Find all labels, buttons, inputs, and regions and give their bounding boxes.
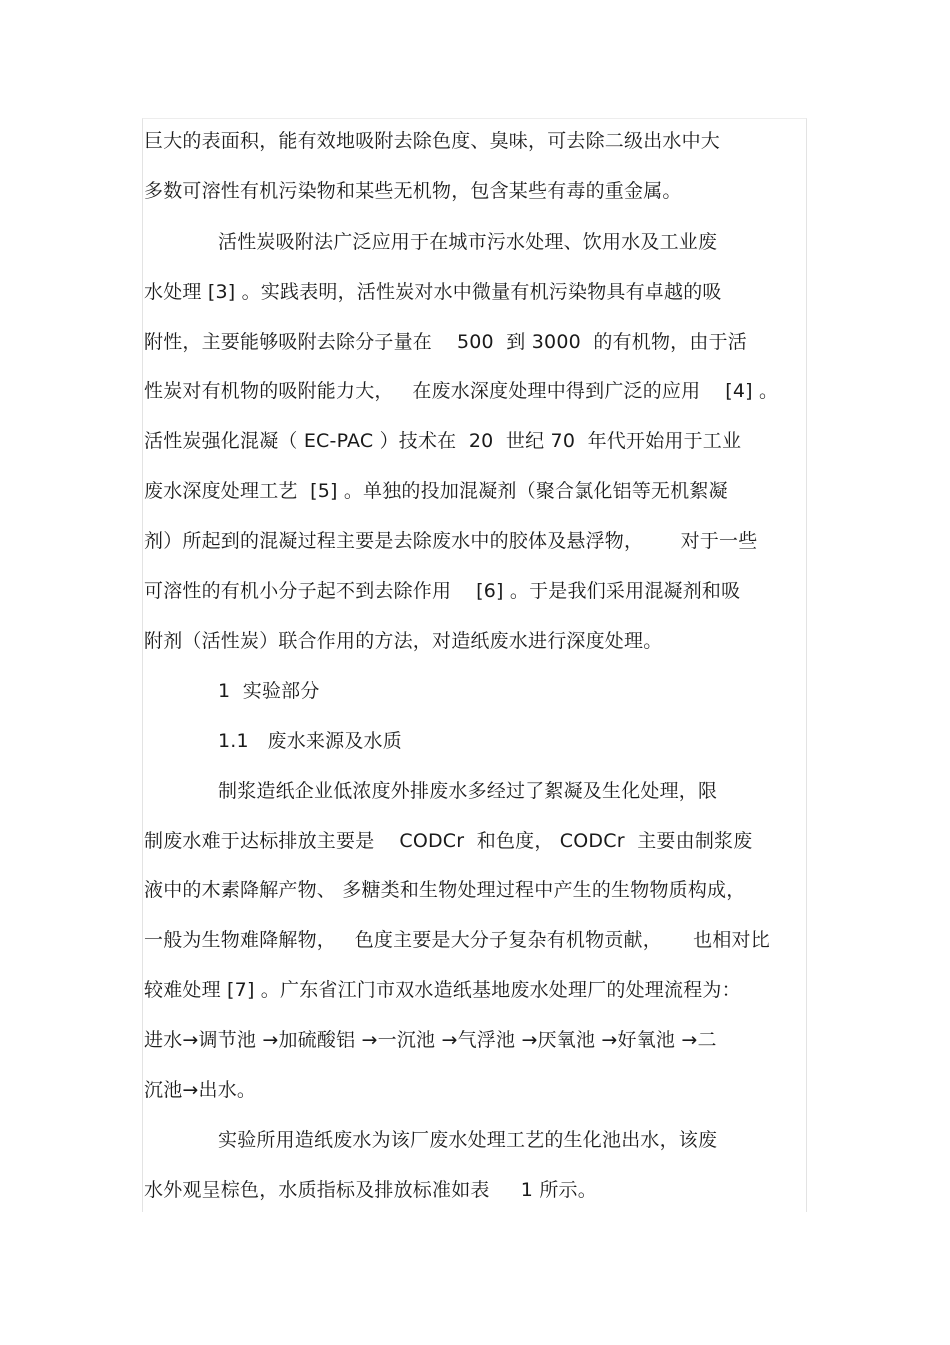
text-line: 性炭对有机物的吸附能力大， 在废水深度处理中得到广泛的应用 [4] 。: [144, 380, 779, 402]
text-line: 水外观呈棕色，水质指标及排放标准如表 1 所示。: [144, 1179, 597, 1201]
text-line: 附性，主要能够吸附去除分子量在 500 到 3000 的有机物，由于活: [144, 331, 747, 353]
text-line: 附剂（活性炭）联合作用的方法，对造纸废水进行深度处理。: [144, 630, 663, 652]
process-flow-line: 进水→调节池 →加硫酸铝 →一沉池 →气浮池 →厌氧池 →好氧池 →二: [144, 1029, 717, 1051]
paragraph-start-line: 实验所用造纸废水为该厂废水处理工艺的生化池出水，该废: [218, 1129, 718, 1151]
text-line: 废水深度处理工艺 [5] 。单独的投加混凝剂（聚合氯化铝等无机絮凝: [144, 480, 728, 502]
text-line: 较难处理 [7] 。广东省江门市双水造纸基地废水处理厂的处理流程为：: [144, 979, 741, 1001]
text-line: 多数可溶性有机污染物和某些无机物，包含某些有毒的重金属。: [144, 180, 682, 202]
text-line: 液中的木素降解产物、 多糖类和生物处理过程中产生的生物物质构成，: [144, 879, 746, 901]
text-line: 一般为生物难降解物， 色度主要是大分子复杂有机物贡献， 也相对比: [144, 929, 770, 951]
text-line: 水处理 [3] 。实践表明，活性炭对水中微量有机污染物具有卓越的吸: [144, 281, 722, 303]
paragraph-start-line: 活性炭吸附法广泛应用于在城市污水处理、饮用水及工业废: [218, 231, 718, 253]
process-flow-line: 沉池→出水。: [144, 1079, 257, 1101]
section-heading: 1 实验部分: [218, 680, 320, 702]
text-line: 活性炭强化混凝（ EC-PAC ）技术在 20 世纪 70 年代开始用于工业: [144, 430, 742, 452]
text-line: 巨大的表面积，能有效地吸附去除色度、臭味，可去除二级出水中大: [144, 130, 721, 152]
text-line: 剂）所起到的混凝过程主要是去除废水中的胶体及悬浮物， 对于一些: [144, 530, 758, 552]
text-line: 制废水难于达标排放主要是 CODCr 和色度， CODCr 主要由制浆废: [144, 830, 753, 852]
subsection-heading: 1.1 废水来源及水质: [218, 730, 402, 752]
text-line: 可溶性的有机小分子起不到去除作用 [6] 。于是我们采用混凝剂和吸: [144, 580, 741, 602]
paragraph-start-line: 制浆造纸企业低浓度外排废水多经过了絮凝及生化处理，限: [218, 780, 718, 802]
